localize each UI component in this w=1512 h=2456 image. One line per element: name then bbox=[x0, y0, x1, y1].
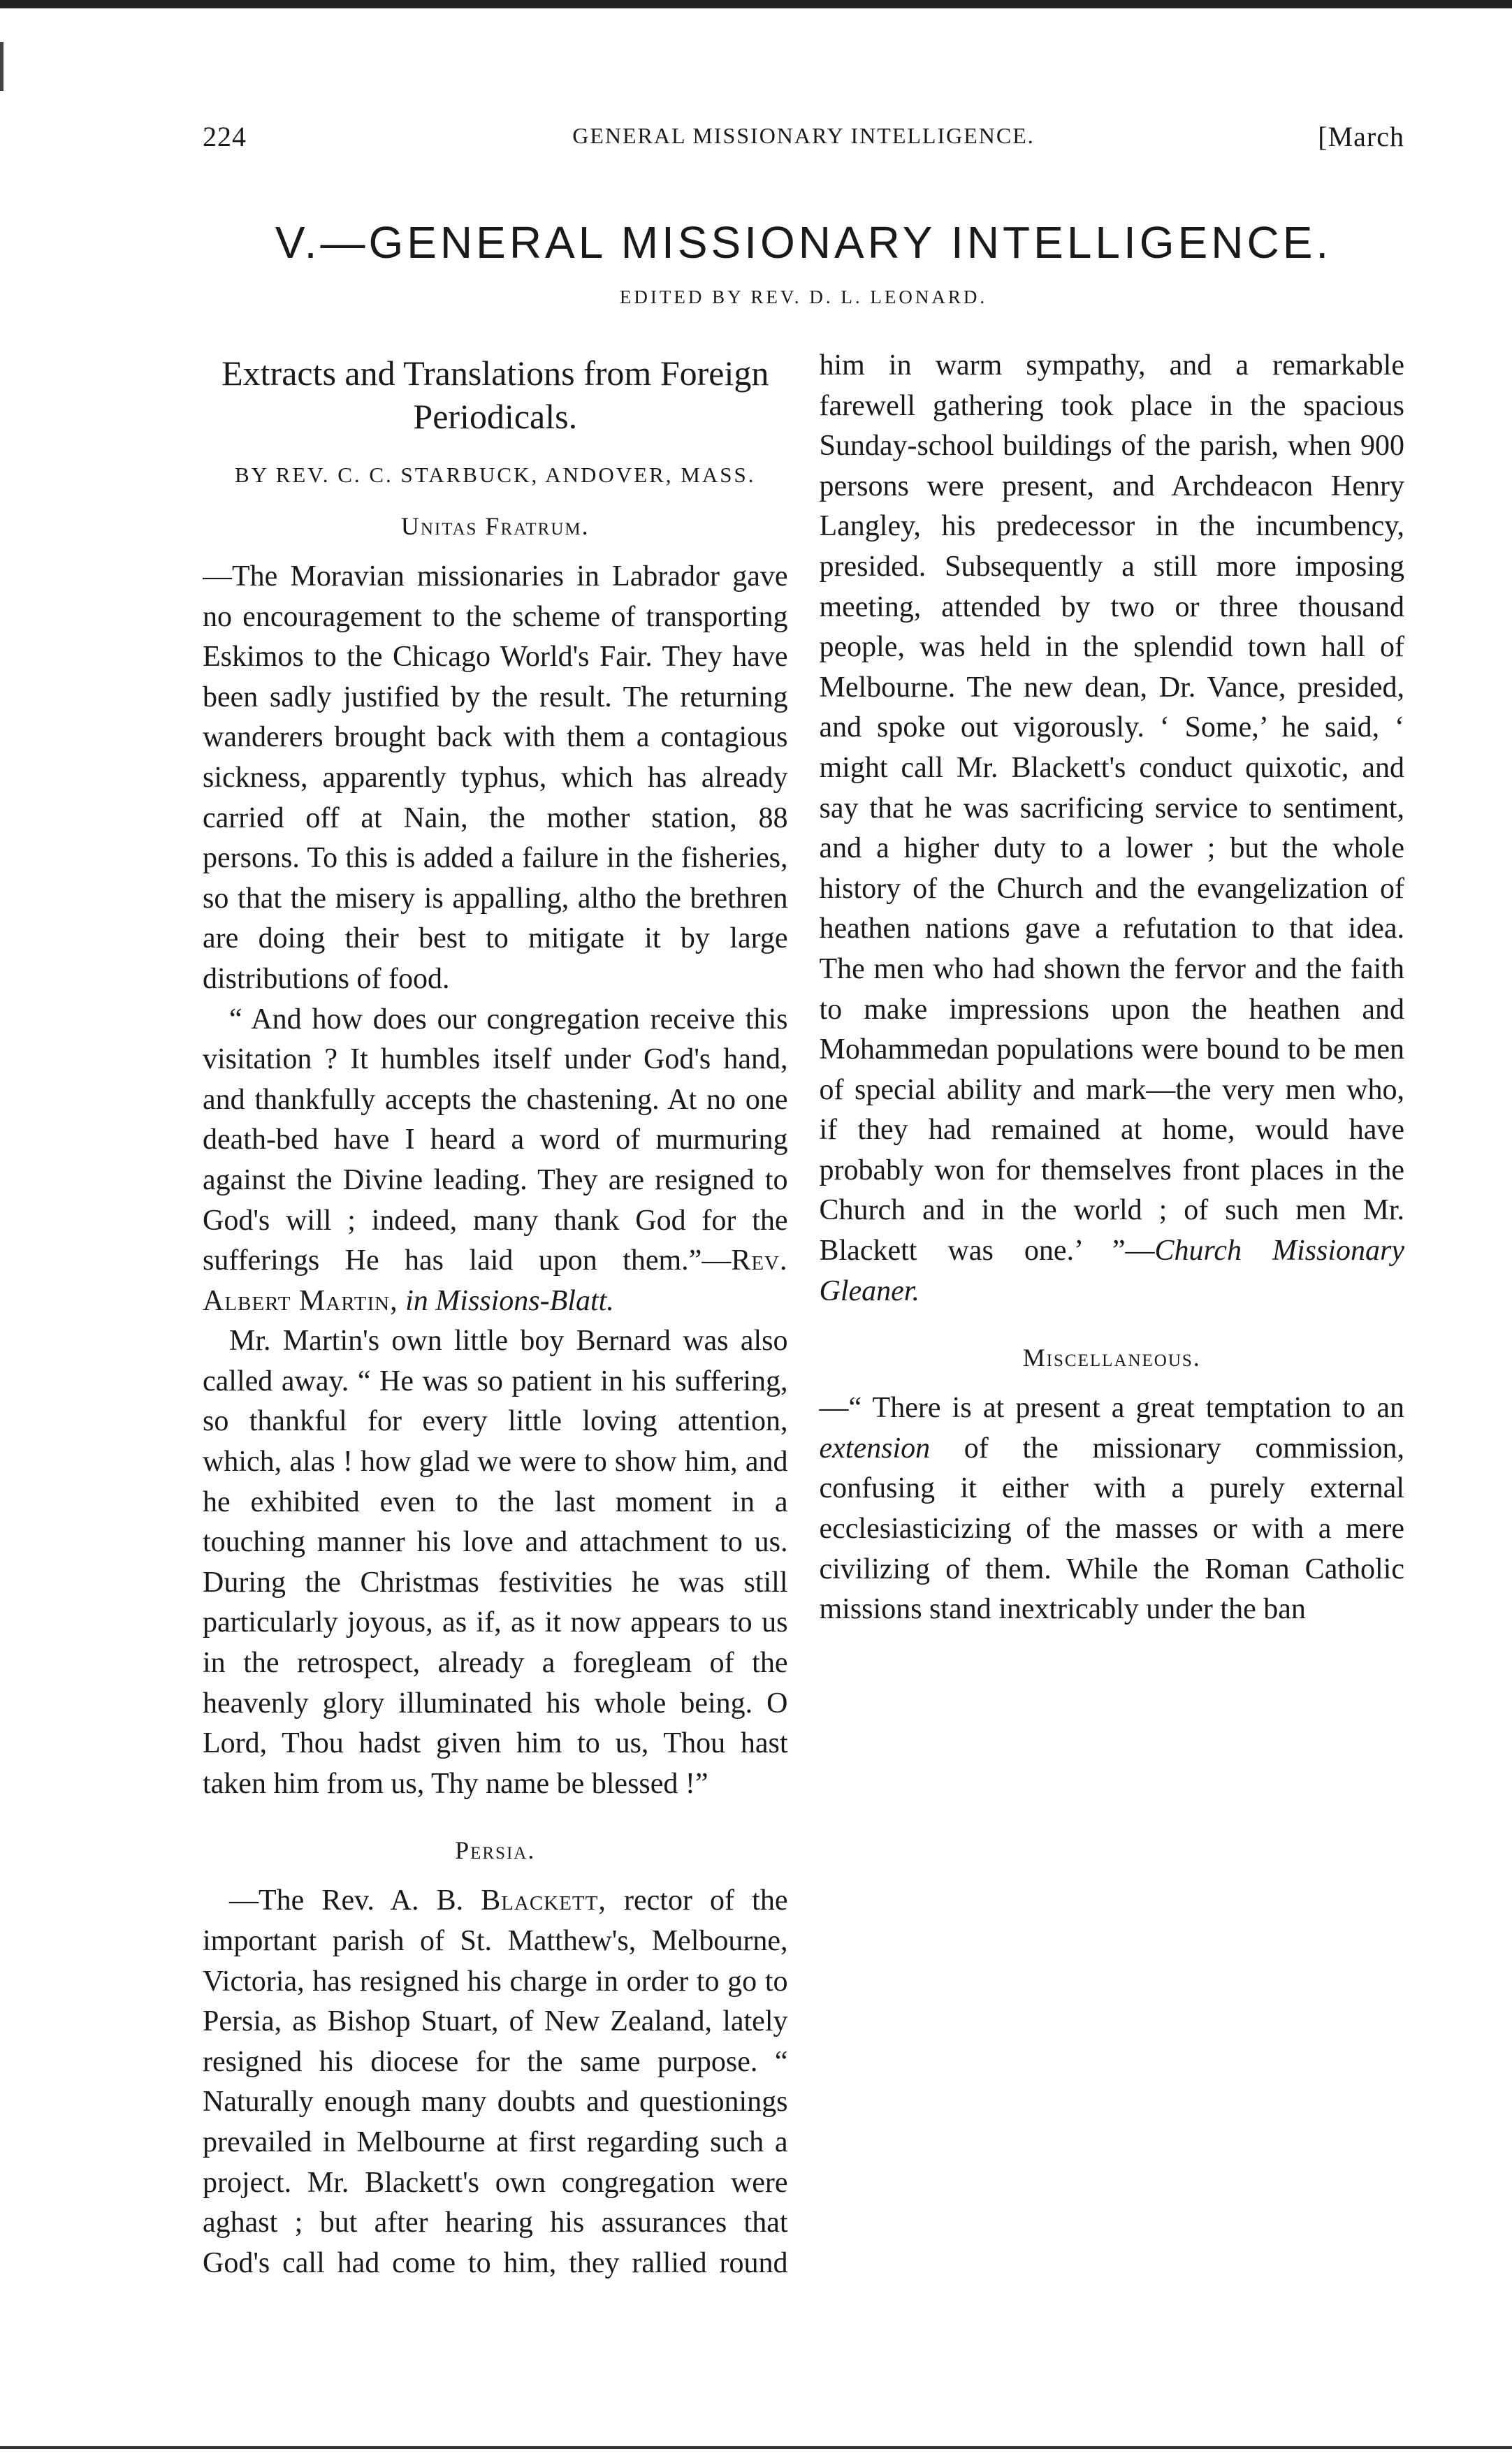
name-blackett: Blackett, bbox=[481, 1884, 606, 1917]
quote-visitation: “ And how does our congregation receive this visitation ? It humbles itself under God's hand, and thankfully accepts the chastening. At no one death-bed have I heard a word of murmuring against the Divine leading. They are resigned to God's will ; indeed, many thank God for the sufferings He has laid upon them.”— bbox=[203, 1003, 788, 1277]
running-head-date: [March bbox=[1318, 121, 1404, 152]
byline: BY REV. C. C. STARBUCK, ANDOVER, MASS. bbox=[235, 463, 756, 487]
heading-miscellaneous: Miscellaneous. bbox=[1022, 1344, 1201, 1372]
paragraph-bernard: Mr. Martin's own little boy Bernard was also called away. “ He was so patient in his suffering, so thankful for every little loving attention, which, alas ! how glad we were to show him, and he exhibited even to the last moment in a touching manner his love and attachment to us. During the Christmas festivities he was still particularly joyous, as if, as it now appears to us in the retrospect, already a foregleam of the heavenly glory illuminated his whole being. O Lord, Thou hadst given him to us, Thou hast taken him from us, Thy name be blessed !” bbox=[203, 1325, 788, 1800]
paragraph-visitation bbox=[203, 1000, 788, 1322]
blackett-text: rector of the important parish of St. Matthew's, Melbourne, Victoria, has resigned his charge in order to go to Persia, as Bishop Stuart, of New Zealand, lately resigned his diocese for the same purpose. “ Naturally enough many doubts and questionings prevailed in Melbourne at first regarding such a project. Mr. Blackett's own congregation were aghast ; but after hearing his assurances that God's call had come to him, they rallied round him in warm sympathy, and a remarkable farewell gathering took place in the spacious Sunday-school buildings of the parish, when 900 persons were present, and Archdeacon Henry Langley, his predecessor in the incumbency, presided. Subsequently a still more imposing meeting, attended by two or three thousand people, was held in the splendid town hall of Melbourne. The new dean, Dr. Vance, presided, and spoke out vigorously. ‘ Some,’ he said, ‘ might call Mr. Blackett's conduct quixotic, and say that he was sacrificing service to sentiment, and a higher duty to a lower ; but the whole history of the Church and the evangelization of heathen nations gave a refutation to that idea. The men who had shown the fervor and the faith to make impressions upon the heathen and Mohammedan populations were bound to be men of special ability and mark—the very men who, if they had remained at home, would have probably won for themselves front places in the Church and in the world ; of such men Mr. Blackett was one.’ ”— bbox=[203, 349, 1404, 2279]
paragraph-miscellaneous bbox=[820, 1388, 1405, 1630]
scan-bottom-edge bbox=[0, 2446, 1512, 2449]
running-head-title: GENERAL MISSIONARY INTELLIGENCE. bbox=[572, 123, 1035, 148]
source-missions-blatt: Missions-Blatt. bbox=[435, 1284, 614, 1317]
running-head bbox=[203, 120, 1404, 162]
section-heading-extracts: Extracts and Translations from Foreign Periodicals. bbox=[221, 354, 769, 436]
scan-top-edge bbox=[0, 0, 1512, 8]
article-title: V.—GENERAL MISSIONARY INTELLIGENCE. bbox=[275, 217, 1332, 268]
author-albert-martin: Rev. Albert Martin, bbox=[203, 1244, 788, 1317]
misc-text-rest: of the missionary commission, confusing it either with a purely external ecclesiasticizing of the masses or with a mere civilizing of them. While the Roman Catholic missions stand inextricably under the ban bbox=[819, 1432, 1404, 1626]
source-church-missionary-gleaner: Church Missionary Gleaner. bbox=[819, 1235, 1404, 1307]
edited-by: EDITED BY REV. D. L. LEONARD. bbox=[619, 286, 988, 307]
heading-unitas-fratrum: Unitas Fratrum. bbox=[400, 512, 590, 540]
in-label: in bbox=[398, 1284, 436, 1317]
blackett-intro: —The Rev. A. B. bbox=[229, 1884, 481, 1917]
heading-persia: Persia. bbox=[455, 1836, 536, 1865]
misc-emphasis: extension bbox=[819, 1432, 931, 1465]
scan-left-mark bbox=[0, 42, 3, 91]
misc-text-start: —“ There is at present a great temptation to an bbox=[819, 1392, 1404, 1425]
page-number: 224 bbox=[203, 121, 247, 152]
paragraph-moravian: —The Moravian missionaries in Labrador gave no encouragement to the scheme of transporting Eskimos to the Chicago World's Fair. They have been sadly justified by the result. The returning wanderers brought back with them a contagious sickness, apparently typhus, which has already carried off at Nain, the mother station, 88 persons. To this is added a failure in the fisheries, so that the misery is appalling, altho the brethren are doing their best to mitigate it by large distributions of food. bbox=[203, 560, 788, 995]
two-column-body bbox=[203, 346, 1404, 2295]
